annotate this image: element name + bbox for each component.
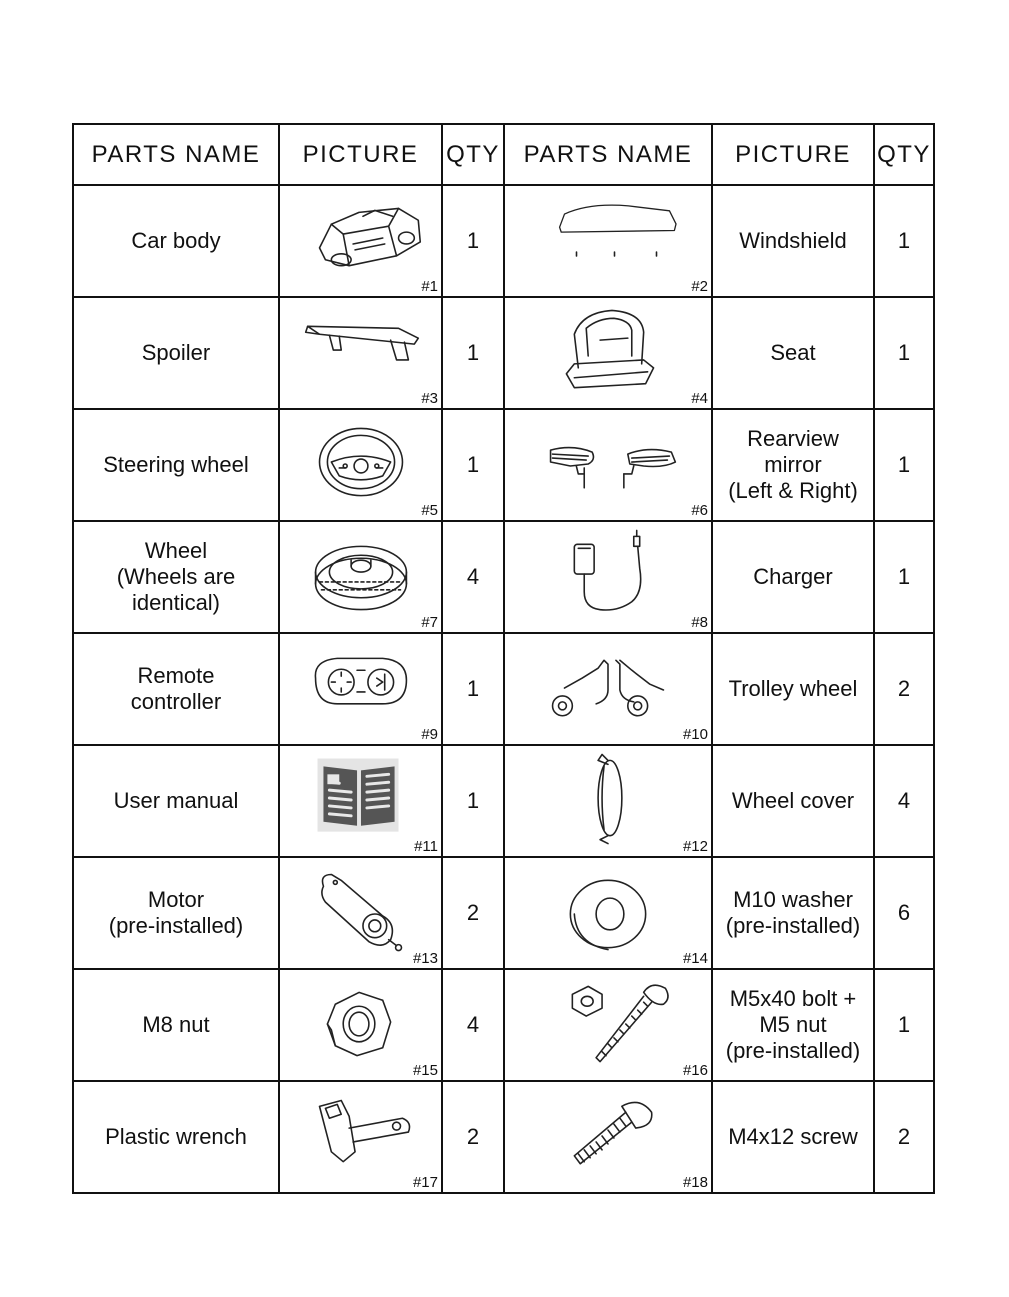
charger-icon bbox=[505, 522, 711, 632]
part-name-cell bbox=[712, 633, 874, 745]
part-name: Remote controller bbox=[130, 663, 222, 714]
part-picture-cell bbox=[279, 297, 442, 409]
header-picture-right: PICTURE bbox=[712, 124, 874, 185]
part-name: M10 washer (pre-installed) bbox=[725, 887, 861, 938]
header-parts-name-left: PARTS NAME bbox=[73, 124, 279, 185]
part-quantity: 4 bbox=[442, 521, 504, 633]
part-quantity: 2 bbox=[874, 1081, 934, 1193]
seat-icon bbox=[505, 298, 711, 408]
part-name-cell bbox=[712, 409, 874, 521]
part-picture-cell bbox=[504, 1081, 712, 1193]
part-picture-cell bbox=[504, 633, 712, 745]
part-quantity: 1 bbox=[442, 409, 504, 521]
part-number: #12 bbox=[682, 838, 708, 855]
part-name: User manual bbox=[113, 788, 239, 813]
table-row bbox=[73, 1081, 934, 1193]
part-name-cell bbox=[712, 185, 874, 297]
part-quantity: 1 bbox=[874, 969, 934, 1081]
part-picture-cell bbox=[279, 633, 442, 745]
part-picture-cell bbox=[279, 857, 442, 969]
bolt-and-nut-icon bbox=[505, 970, 711, 1080]
screw-icon bbox=[505, 1082, 711, 1192]
part-number: #2 bbox=[691, 278, 708, 295]
part-quantity: 2 bbox=[874, 633, 934, 745]
wheel-icon bbox=[280, 522, 441, 632]
part-quantity: 1 bbox=[874, 521, 934, 633]
part-name-cell bbox=[73, 745, 279, 857]
part-picture-cell bbox=[504, 297, 712, 409]
part-name: Motor (pre-installed) bbox=[108, 887, 244, 938]
part-picture-cell bbox=[504, 521, 712, 633]
part-quantity: 2 bbox=[442, 857, 504, 969]
wheel-cover-icon bbox=[505, 746, 711, 856]
part-name-cell bbox=[73, 521, 279, 633]
part-quantity: 1 bbox=[874, 185, 934, 297]
part-name: Seat bbox=[770, 340, 816, 365]
part-name-cell bbox=[712, 969, 874, 1081]
part-picture-cell bbox=[279, 969, 442, 1081]
part-name-cell bbox=[73, 857, 279, 969]
part-name: Plastic wrench bbox=[105, 1124, 247, 1149]
part-name-cell bbox=[712, 521, 874, 633]
part-number: #3 bbox=[421, 390, 438, 407]
part-picture-cell bbox=[279, 185, 442, 297]
spoiler-icon bbox=[280, 298, 441, 408]
part-number: #9 bbox=[421, 726, 438, 743]
part-number: #5 bbox=[421, 502, 438, 519]
part-picture-cell bbox=[279, 521, 442, 633]
part-number: #8 bbox=[691, 614, 708, 631]
part-quantity: 2 bbox=[442, 1081, 504, 1193]
part-picture-cell bbox=[279, 1081, 442, 1193]
part-name-cell bbox=[73, 185, 279, 297]
part-name: Wheel cover bbox=[731, 788, 855, 813]
part-name-cell bbox=[73, 1081, 279, 1193]
part-number: #11 bbox=[414, 838, 438, 855]
part-quantity: 6 bbox=[874, 857, 934, 969]
part-picture-cell bbox=[279, 745, 442, 857]
header-qty-right: QTY bbox=[874, 124, 934, 185]
part-name-cell bbox=[73, 969, 279, 1081]
part-name: Car body bbox=[131, 228, 221, 253]
part-name: Trolley wheel bbox=[728, 676, 858, 701]
part-number: #16 bbox=[682, 1062, 708, 1079]
part-picture-cell bbox=[504, 185, 712, 297]
part-number: #6 bbox=[691, 502, 708, 519]
part-name-cell bbox=[712, 1081, 874, 1193]
table-row bbox=[73, 857, 934, 969]
trolley-wheel-icon bbox=[505, 634, 711, 744]
part-picture-cell bbox=[504, 969, 712, 1081]
car-body-icon bbox=[280, 186, 441, 296]
header-picture-left: PICTURE bbox=[279, 124, 442, 185]
remote-controller-icon bbox=[280, 634, 441, 744]
part-number: #17 bbox=[412, 1174, 438, 1191]
parts-list-table bbox=[72, 123, 935, 1194]
part-name: Steering wheel bbox=[103, 452, 249, 477]
part-picture-cell bbox=[504, 409, 712, 521]
part-quantity: 4 bbox=[442, 969, 504, 1081]
part-name: Wheel (Wheels are identical) bbox=[116, 538, 236, 615]
part-number: #1 bbox=[421, 278, 438, 295]
table-row bbox=[73, 969, 934, 1081]
part-name-cell bbox=[73, 409, 279, 521]
part-quantity: 1 bbox=[874, 297, 934, 409]
part-quantity: 1 bbox=[442, 633, 504, 745]
washer-icon bbox=[505, 858, 711, 968]
table-row bbox=[73, 297, 934, 409]
part-picture-cell bbox=[504, 745, 712, 857]
rearview-mirror-icon bbox=[505, 410, 711, 520]
part-picture-cell bbox=[279, 409, 442, 521]
part-picture-cell bbox=[504, 857, 712, 969]
part-number: #14 bbox=[682, 950, 708, 967]
table-row bbox=[73, 409, 934, 521]
part-name: Spoiler bbox=[141, 340, 211, 365]
part-name: M8 nut bbox=[142, 1012, 210, 1037]
part-name: M5x40 bolt + M5 nut (pre-installed) bbox=[725, 986, 861, 1063]
header-row bbox=[73, 124, 934, 185]
part-quantity: 4 bbox=[874, 745, 934, 857]
part-number: #10 bbox=[682, 726, 708, 743]
part-quantity: 1 bbox=[442, 185, 504, 297]
part-name: Windshield bbox=[739, 228, 847, 253]
part-name: Rearview mirror (Left & Right) bbox=[728, 426, 858, 503]
part-number: #4 bbox=[691, 390, 708, 407]
part-name-cell bbox=[712, 857, 874, 969]
part-number: #13 bbox=[412, 950, 438, 967]
table-row bbox=[73, 185, 934, 297]
part-quantity: 1 bbox=[874, 409, 934, 521]
header-parts-name-right: PARTS NAME bbox=[504, 124, 712, 185]
table-row bbox=[73, 633, 934, 745]
part-quantity: 1 bbox=[442, 745, 504, 857]
header-qty-left: QTY bbox=[442, 124, 504, 185]
part-name-cell bbox=[73, 633, 279, 745]
part-number: #15 bbox=[412, 1062, 438, 1079]
part-name: Charger bbox=[753, 564, 833, 589]
part-name-cell bbox=[712, 745, 874, 857]
part-name-cell bbox=[73, 297, 279, 409]
table-row bbox=[73, 521, 934, 633]
part-number: #18 bbox=[682, 1174, 708, 1191]
part-quantity: 1 bbox=[442, 297, 504, 409]
part-name-cell bbox=[712, 297, 874, 409]
part-number: #7 bbox=[421, 614, 438, 631]
steering-wheel-icon bbox=[280, 410, 441, 520]
table-row bbox=[73, 745, 934, 857]
windshield-icon bbox=[505, 186, 711, 296]
part-name: M4x12 screw bbox=[728, 1124, 858, 1149]
